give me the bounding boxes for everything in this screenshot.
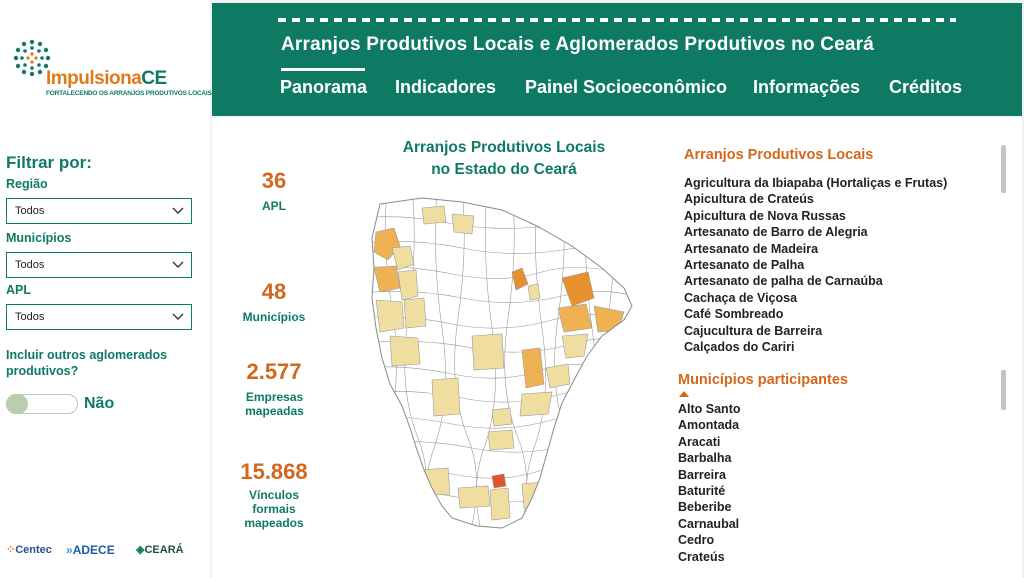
region-apl[interactable]	[520, 392, 552, 416]
list-item[interactable]: Apicultura de Nova Russas	[684, 208, 846, 223]
list-item[interactable]: Café Sombreado	[684, 307, 784, 322]
region-select-value: Todos	[15, 205, 45, 217]
apl-list[interactable]	[684, 175, 994, 355]
region-apl[interactable]	[458, 486, 490, 508]
apl-select[interactable]	[6, 304, 192, 330]
panorama-content	[212, 118, 1022, 578]
sidebar	[0, 0, 210, 578]
region-apl[interactable]	[522, 348, 544, 388]
centec-mark-icon: ⁘	[6, 544, 16, 556]
stat-vinculos-value: 15.868	[240, 459, 308, 484]
region-apl[interactable]	[404, 298, 426, 328]
region-apl[interactable]	[422, 206, 446, 224]
centec-logo: ⁘Centec	[6, 544, 52, 556]
apl-select-value: Todos	[15, 311, 45, 323]
map-title	[382, 137, 626, 181]
stat-municipios-value: 48	[261, 279, 287, 304]
list-item[interactable]: Baturité	[678, 484, 726, 499]
stat-apl-value: 36	[261, 168, 287, 193]
include-aglomerados-label: Incluir outros aglomerados produtivos?	[6, 348, 168, 378]
header-banner	[212, 3, 1022, 116]
stat-vinculos-label: Vínculos formais mapeados	[244, 488, 304, 530]
municipios-list-scrollbar[interactable]	[1001, 370, 1006, 410]
apl-list-scrollbar[interactable]	[1001, 145, 1006, 193]
list-item[interactable]: Artesanato de palha de Carnaúba	[684, 274, 883, 289]
region-apl[interactable]	[452, 214, 474, 234]
list-item[interactable]: Apicultura de Crateús	[684, 192, 814, 207]
list-item[interactable]: Cajucultura de Barreira	[684, 323, 823, 338]
apl-list-title: Arranjos Produtivos Locais	[684, 147, 874, 163]
region-apl[interactable]	[562, 334, 588, 358]
ceara-choropleth-map[interactable]	[362, 188, 652, 558]
municipality-grid	[362, 188, 652, 558]
page-title: Arranjos Produtivos Locais e Aglomerados Produtivos no Ceará	[281, 34, 875, 55]
ceara-crest-icon: ◈	[136, 544, 145, 556]
list-item[interactable]: Cedro	[678, 533, 715, 548]
logo-wordmark: ImpulsionaCE	[46, 68, 167, 89]
region-apl[interactable]	[488, 430, 514, 450]
list-item[interactable]: Beberibe	[678, 500, 732, 515]
toggle-knob	[6, 394, 28, 414]
filter-title: Filtrar por:	[6, 153, 92, 172]
municipios-select-value: Todos	[15, 259, 45, 271]
include-aglomerados-toggle[interactable]	[6, 394, 78, 414]
tab-painel-socioeconomico[interactable]: Painel Socioeconômico	[525, 77, 728, 97]
chevron-down-icon	[171, 258, 185, 272]
region-apl[interactable]	[490, 488, 510, 520]
list-item[interactable]: Artesanato de Barro de Alegria	[684, 225, 868, 240]
adece-mark-icon: »	[66, 543, 73, 557]
list-item[interactable]: Amontada	[678, 418, 740, 433]
tab-informacoes[interactable]: Informações	[753, 77, 861, 97]
chevron-down-icon	[171, 204, 185, 218]
list-item[interactable]: Barreira	[678, 467, 726, 482]
decorative-dashed-line	[278, 18, 956, 22]
region-apl[interactable]	[558, 304, 592, 332]
list-item[interactable]: Barbalha	[678, 451, 732, 466]
region-apl-highlighted[interactable]	[492, 474, 506, 488]
tab-panorama[interactable]: Panorama	[280, 77, 368, 97]
list-item[interactable]: Artesanato de Madeira	[684, 241, 819, 256]
municipios-filter-label: Municípios	[6, 231, 72, 245]
region-apl[interactable]	[472, 334, 504, 370]
list-item[interactable]: Carnaubal	[678, 516, 740, 531]
region-apl[interactable]	[546, 364, 570, 388]
adece-logo: »ADECE	[66, 543, 115, 557]
map-title-line1: Arranjos Produtivos Locais	[402, 139, 606, 156]
list-item[interactable]: Artesanato de Palha	[684, 258, 805, 273]
region-select[interactable]	[6, 198, 192, 224]
stat-empresas-value: 2.577	[246, 359, 302, 384]
tab-indicadores[interactable]: Indicadores	[395, 77, 497, 97]
active-tab-indicator	[281, 68, 365, 71]
sort-up-icon[interactable]	[679, 391, 689, 397]
list-item[interactable]: Calçados do Cariri	[684, 340, 795, 355]
region-apl[interactable]	[390, 336, 420, 366]
list-item[interactable]: Alto Santo	[678, 402, 741, 416]
logo-tagline: FORTALECENDO OS ARRANJOS PRODUTIVOS LOCAIS	[46, 90, 212, 97]
chevron-down-icon	[171, 310, 185, 324]
ceara-government-logo: ◈CEARÁ	[136, 544, 184, 556]
municipios-list[interactable]	[678, 401, 988, 567]
region-apl[interactable]	[432, 378, 460, 416]
toggle-state-label: Não	[84, 395, 115, 412]
apl-filter-label: APL	[6, 283, 31, 297]
list-item[interactable]: Agricultura da Ibiapaba (Hortaliças e Frutas)	[684, 176, 948, 190]
municipios-select[interactable]	[6, 252, 192, 278]
region-apl[interactable]	[376, 300, 404, 332]
stat-apl-label: APL	[262, 199, 286, 213]
impulsiona-ce-logo	[12, 38, 212, 100]
region-filter-label: Região	[6, 177, 48, 191]
list-item[interactable]: Crateús	[678, 549, 725, 564]
tab-creditos[interactable]: Créditos	[889, 77, 963, 97]
stat-empresas-label: Empresas mapeadas	[245, 390, 304, 418]
list-item[interactable]: Aracati	[678, 434, 721, 449]
stat-municipios-label: Municípios	[242, 310, 306, 324]
municipios-list-title: Municípios participantes	[678, 372, 848, 388]
region-apl[interactable]	[492, 408, 512, 426]
map-title-line2: no Estado do Ceará	[431, 161, 577, 178]
region-apl[interactable]	[528, 284, 540, 300]
list-item[interactable]: Cachaça de Viçosa	[684, 290, 798, 305]
